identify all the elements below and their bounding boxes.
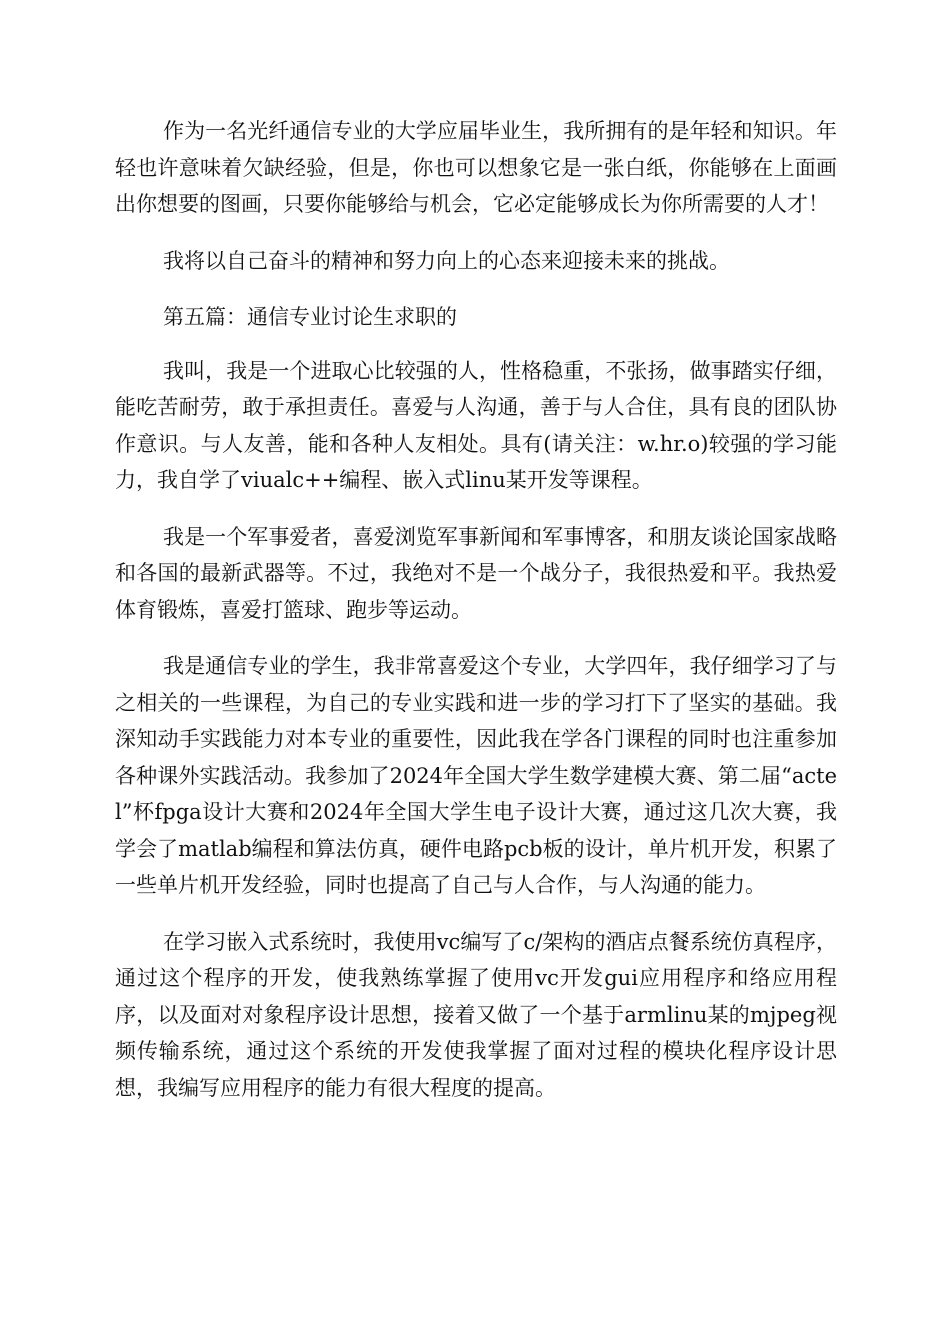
paragraph-personality: 我叫，我是一个进取心比较强的人，性格稳重，不张扬，做事踏实仔细，能吃苦耐劳，敢于承担责任。喜爱与人沟通，善于与人合住，具有良的团队协作意识。与人友善，能和各种人友相处。具有(请关注：w.hr.o)较强的学习能力，我自学了viualc++编程、嵌入式linu某开发等课程。 [115,358,837,492]
paragraph-embedded: 在学习嵌入式系统时，我使用vc编写了c/架构的酒店点餐系统仿真程序，通过这个程序的开发，使我熟练掌握了使用vc开发gui应用程序和络应用程序，以及面对对象程序设计思想，接着又做了一个基于armlinu某的mjpeg视频传输系统，通过这个系统的开发使我掌握了面对过程的模块化程序设计思想，我编写应用程序的能力有很大程度的提高。 [115,929,837,1100]
section-heading: 第五篇：通信专业讨论生求职的 [163,305,457,329]
document-body [115,113,837,1126]
paragraph-challenge: 我将以自己奋斗的精神和努力向上的心态来迎接未来的挑战。 [163,248,730,273]
paragraph-intro: 作为一名光纤通信专业的大学应届毕业生，我所拥有的是年轻和知识。年轻也许意味着欠缺经验，但是，你也可以想象它是一张白纸，你能够在上面画出你想要的图画，只要你能够给与机会，它必定能够成长为你所需要的人才！ [115,119,837,216]
paragraph-major: 我是通信专业的学生，我非常喜爱这个专业，大学四年，我仔细学习了与之相关的一些课程，为自己的专业实践和进一步的学习打下了坚实的基础。我深知动手实践能力对本专业的重要性，因此我在学各门课程的同时也注重参加各种课外实践活动。我参加了2024年全国大学生数学建模大赛、第二届“actel”杯fpga设计大赛和2024年全国大学生电子设计大赛，通过这几次大赛，我学会了matlab编程和算法仿真，硬件电路pcb板的设计，单片机开发，积累了一些单片机开发经验，同时也提高了自己与人合作，与人沟通的能力。 [115,654,837,897]
paragraph-hobbies: 我是一个军事爱者，喜爱浏览军事新闻和军事博客，和朋友谈论国家战略和各国的最新武器等。不过，我绝对不是一个战分子，我很热爱和平。我热爱体育锻炼，喜爱打篮球、跑步等运动。 [115,524,837,622]
